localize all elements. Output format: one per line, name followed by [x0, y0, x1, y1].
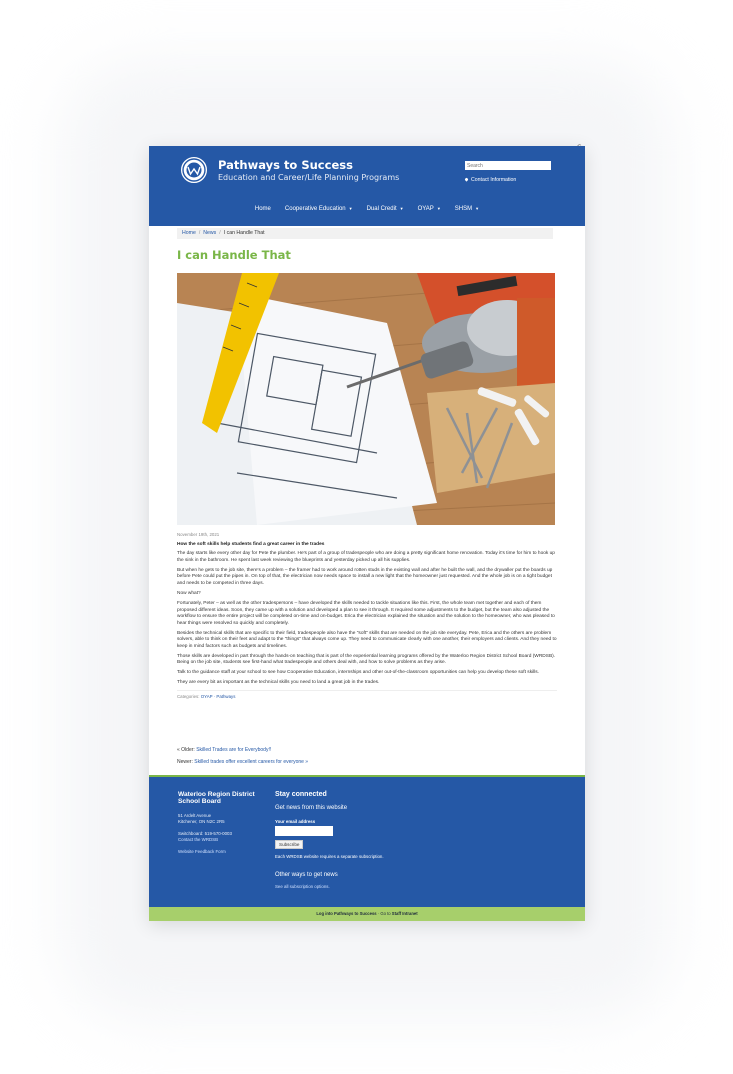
- post-paragraph: Now what?: [177, 590, 201, 596]
- footer-contact-link[interactable]: Contact the WRDSB: [178, 837, 219, 842]
- footer-subscribe: [275, 791, 385, 889]
- post-paragraph: Besides the technical skills that are specific to their field, tradespeople also have the "soft" skills that are needed on the job site everyday. Pete, Erica and the others are problem solvers, able to think on their feet and adapt to the "things" that always come up. They need to communicate clearly with one another, their employers and clients. And they need to keep in mind factors such as budgets and timelines.: [177, 630, 557, 649]
- get-news-heading: Get news from this website: [275, 805, 348, 811]
- nav-label: Dual Credit: [366, 206, 397, 212]
- site-subtitle: Education and Career/Life Planning Programs: [218, 173, 400, 182]
- post-paragraph: Those skills are developed in part through the hands-on teaching that is part of the experiential learning programs offered by the Waterloo Region District School Board (WRDSB). Being on the job site, students see first-hand what tradespeople and others deal with, and how to solve problems as they arise.: [177, 653, 556, 666]
- breadcrumb-current: I can Handle That: [223, 230, 265, 236]
- post-date: November 19th, 2021: [177, 532, 220, 537]
- post-navigation: [177, 744, 308, 768]
- older-label: « Older:: [177, 747, 195, 753]
- newer-post: [177, 756, 308, 768]
- email-field[interactable]: [275, 826, 333, 836]
- post-lead: How the soft skills help students find a great career in the trades: [177, 541, 325, 547]
- nav-item-shsm[interactable]: [455, 206, 479, 216]
- web-page: [149, 146, 585, 921]
- breadcrumb-separator: /: [198, 230, 201, 236]
- contact-link[interactable]: [465, 177, 516, 183]
- subscription-options-link[interactable]: See all subscription options.: [275, 884, 330, 889]
- main-nav: [149, 206, 585, 216]
- site-header: [149, 146, 585, 226]
- stay-connected-heading: Stay connected: [275, 791, 327, 798]
- breadcrumb: [177, 228, 553, 239]
- nav-item-oyap[interactable]: [418, 206, 441, 216]
- category-links[interactable]: OYAP · Pathways: [200, 694, 236, 700]
- footer-address-line: Kitchener, ON N2C 2R5: [178, 819, 225, 824]
- hero-image: [177, 273, 555, 525]
- caret-down-icon: ▼: [436, 206, 441, 211]
- site-footer: [149, 775, 585, 907]
- breadcrumb-news[interactable]: News: [203, 230, 217, 236]
- older-post-link[interactable]: Skilled Trades are for Everybody!!: [196, 747, 272, 753]
- bottom-bar: [149, 907, 585, 921]
- email-label: Your email address: [275, 819, 316, 824]
- older-post: [177, 744, 308, 756]
- search-input[interactable]: [465, 161, 551, 170]
- footer-feedback-link[interactable]: Website Feedback Form: [178, 849, 226, 854]
- bottom-separator: · Go to: [377, 911, 391, 916]
- footer-address-line: 51 Ardelt Avenue: [178, 813, 212, 818]
- staff-intranet-link[interactable]: Staff Intranet: [391, 911, 418, 916]
- breadcrumb-home[interactable]: Home: [182, 230, 196, 236]
- post-content: [177, 532, 557, 701]
- post-title: I can Handle That: [177, 248, 291, 262]
- post-paragraph: They are every bit as important as the technical skills you need to land a great job in the trades.: [177, 680, 380, 686]
- post-paragraph: Talk to the guidance staff at your school to see how Cooperative Education, internships and other out-of-the-classroom opportunities can help you develop these soft skills.: [177, 670, 540, 676]
- caret-down-icon: ▼: [475, 206, 480, 211]
- caret-down-icon: ▼: [399, 206, 404, 211]
- newer-post-link[interactable]: Skilled trades offer excellent careers for everyone »: [194, 759, 309, 765]
- nav-label: Home: [254, 206, 271, 212]
- contact-label: Contact Information: [471, 177, 517, 183]
- site-title[interactable]: Pathways to Success: [218, 158, 353, 172]
- other-ways-heading: Other ways to get news: [275, 872, 338, 878]
- post-paragraph: But when he gets to the job site, there's a problem – the framer had to work around rotten studs in the existing wall and after he built the wall, and the drywaller put the boards up before Pete could put the pipes in. On top of that, the electrician now needs space to install a new light that the homeowner just requested. And the whole job is on a tight budget and needs to be competed in three days.: [177, 567, 553, 586]
- post-paragraph: The day starts like every other day for Pete the plumber. He's part of a group of tradespeople who are doing a pretty significant home renovation. Today it's time for him to hook up the sink in the bathroom. He spent last week reviewing the blueprints and yesterday picked up all his supplies.: [177, 551, 555, 563]
- newer-label: Newer:: [177, 759, 193, 765]
- footer-phone: Switchboard: 519-570-0003: [178, 831, 232, 836]
- caret-down-icon: ▼: [348, 206, 353, 211]
- post-categories: [177, 690, 557, 701]
- nav-label: SHSM: [454, 206, 473, 212]
- breadcrumb-separator: /: [219, 230, 221, 236]
- nav-item-home[interactable]: [255, 206, 271, 216]
- footer-organization: [178, 791, 268, 855]
- footer-org-name: Waterloo Region District School Board: [178, 791, 255, 805]
- wrdsb-logo-icon[interactable]: [181, 157, 207, 183]
- login-link[interactable]: Log into Pathways to Success: [316, 911, 377, 916]
- post-paragraph: Fortunately, Peter – as well as the other tradespersons – have developed the skills needed to tackle situations like this. First, the whole team met together and each of them proposed different ideas. Soon, they came up with a solution and developed a plan to see it through. It required some adjustments to the budget, but the team also adjusted the workflow to ensure the entire project will be completed on-time and on-budget. Erica the electrician explained the situation and the solution to the homeowner, who was pleased to hear things were resolved so quickly and completely.: [177, 600, 555, 626]
- nav-label: OYAP: [417, 206, 434, 212]
- subscription-note: Each WRDSB website requires a separate subscription.: [275, 854, 384, 859]
- nav-label: Cooperative Education: [284, 206, 346, 212]
- categories-label: Categories:: [177, 694, 200, 700]
- nav-item-dual-credit[interactable]: [367, 206, 404, 216]
- map-pin-icon: [464, 178, 468, 182]
- subscribe-button[interactable]: Subscribe: [275, 840, 303, 849]
- nav-item-cooperative-education[interactable]: [285, 206, 353, 216]
